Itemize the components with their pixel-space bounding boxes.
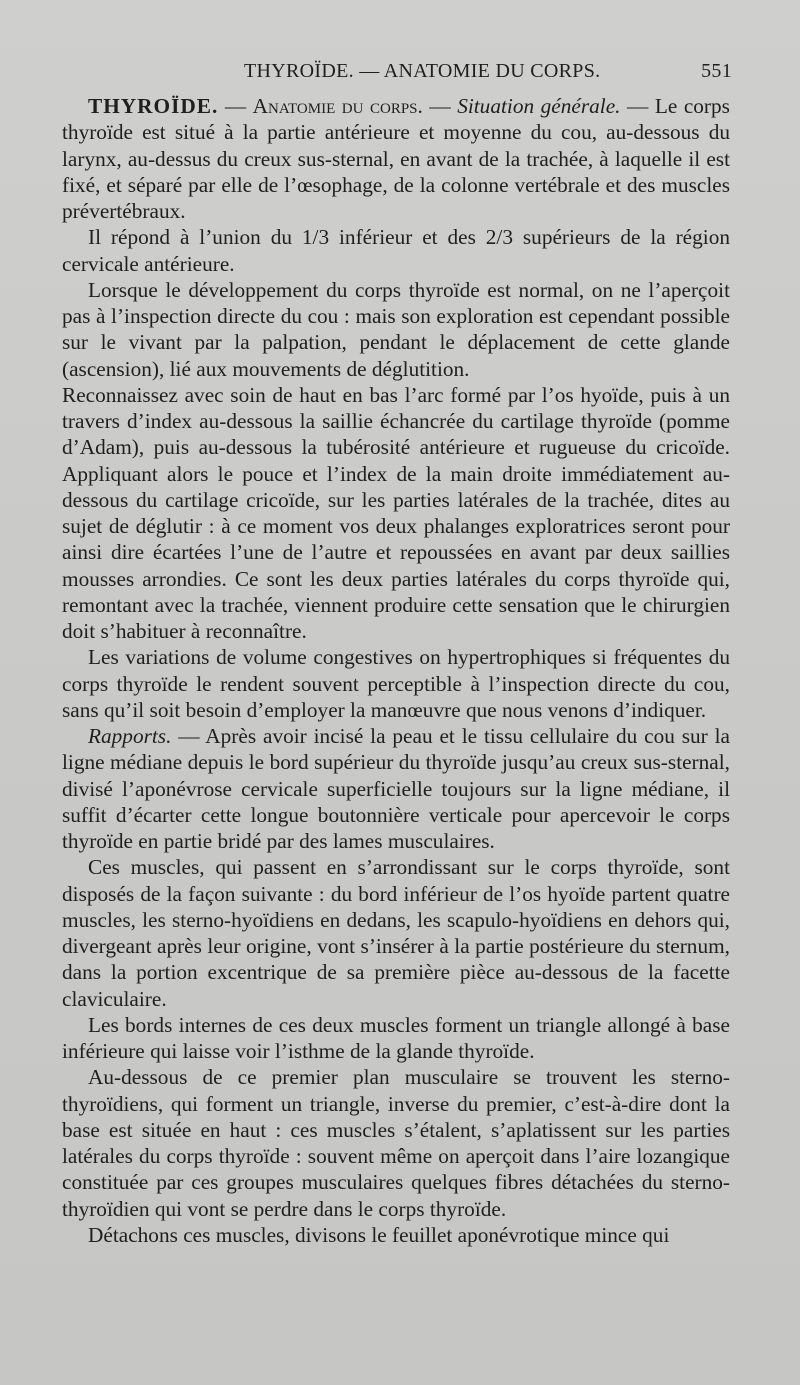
paragraph-3: Lorsque le développement du corps thyroïde est normal, on ne l’aperçoit pas à l’inspection directe du cou : mais son exploration est cependant possible sur le vivant par la palpation, pendant le déplacement de cette glande (ascension), lié aux mouvements de déglutition. — [62, 277, 730, 381]
paragraph-2: Il répond à l’union du 1/3 inférieur et des 2/3 supérieurs de la région cervicale antérieure. — [62, 225, 730, 276]
page-number: 551 — [701, 60, 732, 82]
paragraph-9: Au-dessous de ce premier plan musculaire se trouvent les sterno-thyroïdiens, qui forment un triangle, inverse du premier, c’est-à-dire dont la base est située en haut : ces muscles s’étalent, s’aplatissent sur les parties latérales du corps thyroïde : souvent même on aperçoit dans l’aire lozangique constituée par ces groupes musculaires quelques fibres détachées du sterno-thyroïdien qui vont se perdre dans le corps thyroïde. — [62, 1065, 730, 1221]
lead-dash: — — [620, 94, 655, 118]
article-body — [62, 93, 730, 1248]
paragraph-4: Reconnaissez avec soin de haut en bas l’arc formé par l’os hyoïde, puis à un travers d’index au-dessous la saillie échancrée du cartilage thyroïde (pomme d’Adam), puis au-dessous la tubérosité antérieure et rugueuse du cricoïde. Appliquant alors le pouce et l’index de la main droite immédiatement au-dessous du cartilage cricoïde, sur les parties latérales de la trachée, dites au sujet de déglutir : à ce moment vos deux phalanges exploratrices seront pour ainsi dire écartées l’une de l’autre et repoussées en avant par deux saillies mousses arrondies. Ce sont les deux parties latérales du corps thyroïde qui, remontant avec la trachée, viennent produire cette sensation que le chirurgien doit s’habituer à reconnaître. — [62, 382, 730, 643]
lead-dash: — — [422, 94, 458, 118]
rapports-label: Rapports. — [88, 724, 172, 748]
paragraph-8: Les bords internes de ces deux muscles forment un triangle allongé à base inférieure qui laisse voir l’isthme de la glande thyroïde. — [62, 1012, 730, 1063]
paragraph-5: Les variations de volume congestives on hypertrophiques si fréquentes du corps thyroïde le rendent souvent perceptible à l’inspection directe du cou, sans qu’il soit besoin d’employer la manœuvre que nous venons d’indiquer. — [62, 645, 730, 722]
subsection-label: Situation générale. — [457, 94, 621, 118]
paragraph-6 — [62, 723, 730, 854]
running-head-title: THYROÏDE. — ANATOMIE DU CORPS. — [244, 60, 601, 82]
paragraph-10: Détachons ces muscles, divisons le feuillet aponévrotique mince qui — [88, 1222, 670, 1247]
paragraph-1-text: Le corps thyroïde est situé à la partie antérieure et moyenne du cou, au-dessous du larynx, au-dessus du creux sus-sternal, en avant de la trachée, à laquelle il est fixé, et séparé par elle de l’œsophage, de la colonne vertébrale et des muscles prévertébraux. — [62, 94, 730, 223]
paragraph-1 — [62, 93, 730, 224]
lead-dash: — — [218, 94, 253, 118]
paragraph-6-text: Après avoir incisé la peau et le tissu cellulaire du cou sur la ligne médiane depuis le bord supérieur du thyroïde jusqu’au creux sus-sternal, divisé l’aponévrose cervicale superficielle toujours sur la ligne médiane, il suffit d’écarter cette longue boutonnière verticale pour apercevoir le corps thyroïde en partie bridé par des lames musculaires. — [62, 724, 730, 853]
paragraph-7: Ces muscles, qui passent en s’arrondissant sur le corps thyroïde, sont disposés de la façon suivante : du bord inférieur de l’os hyoïde partent quatre muscles, les sterno-hyoïdiens en dedans, les scapulo-hyoïdiens en dehors qui, divergeant après leur origine, vont s’insérer à la partie postérieure du sternum, dans la portion excentrique de sa première pièce au-dessous de la facette claviculaire. — [62, 855, 730, 1011]
lead-dash: — — [171, 724, 206, 748]
running-head — [62, 58, 738, 88]
section-label: Anatomie du corps. — [252, 94, 423, 118]
article-headword: THYROÏDE. — [88, 94, 219, 118]
